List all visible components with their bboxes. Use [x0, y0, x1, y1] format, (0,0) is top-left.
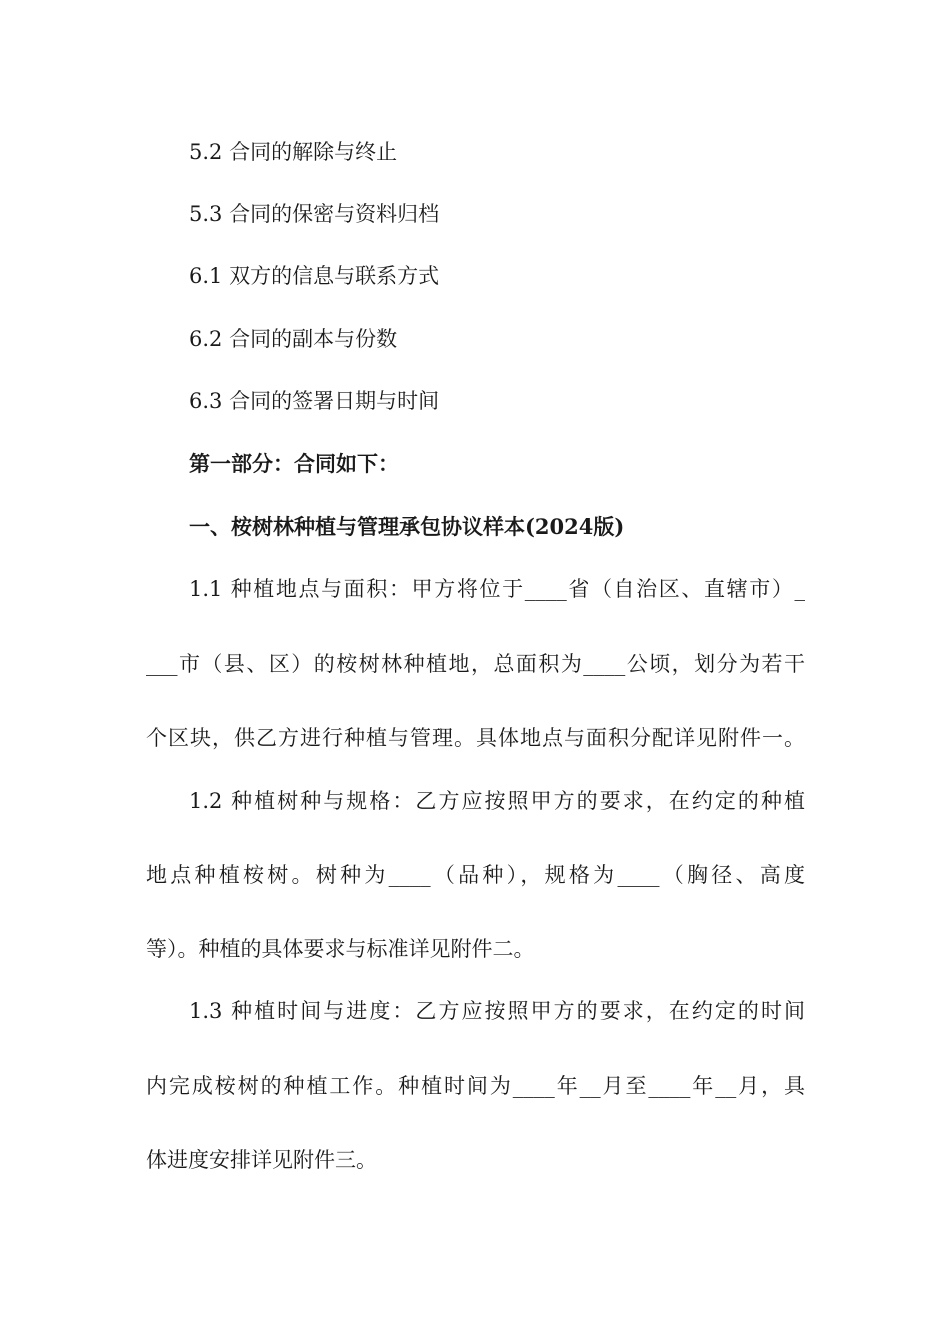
clause-1-1-line-1: 1.1 种植地点与面积：甲方将位于____省（自治区、直辖市）_ — [189, 577, 805, 601]
clause-1-1-line-3: 个区块，供乙方进行种植与管理。具体地点与面积分配详见附件一。 — [146, 726, 805, 750]
toc-item: 5.2 合同的解除与终止 — [189, 140, 398, 164]
part-heading: 第一部分：合同如下： — [189, 451, 399, 476]
section-heading: 一、桉树林种植与管理承包协议样本(2024版) — [189, 514, 625, 539]
clause-1-2-line-3: 等）。种植的具体要求与标准详见附件二。 — [146, 937, 535, 961]
toc-item: 6.1 双方的信息与联系方式 — [189, 264, 440, 288]
clause-1-3-line-1: 1.3 种植时间与进度：乙方应按照甲方的要求，在约定的时间 — [189, 999, 805, 1023]
toc-item: 6.3 合同的签署日期与时间 — [189, 389, 440, 413]
clause-1-2-line-1: 1.2 种植树种与规格：乙方应按照甲方的要求，在约定的种植 — [189, 789, 805, 813]
clause-1-3-line-2: 内完成桉树的种植工作。种植时间为____年__月至____年__月，具 — [146, 1074, 805, 1098]
clause-1-1-line-2: ___市（县、区）的桉树林种植地，总面积为____公顷，划分为若干 — [146, 652, 805, 676]
toc-item: 5.3 合同的保密与资料归档 — [189, 202, 440, 226]
clause-1-3-line-3: 体进度安排详见附件三。 — [146, 1148, 377, 1172]
toc-item: 6.2 合同的副本与份数 — [189, 327, 398, 351]
clause-1-2-line-2: 地点种植桉树。树种为____（品种），规格为____（胸径、高度 — [146, 863, 805, 887]
